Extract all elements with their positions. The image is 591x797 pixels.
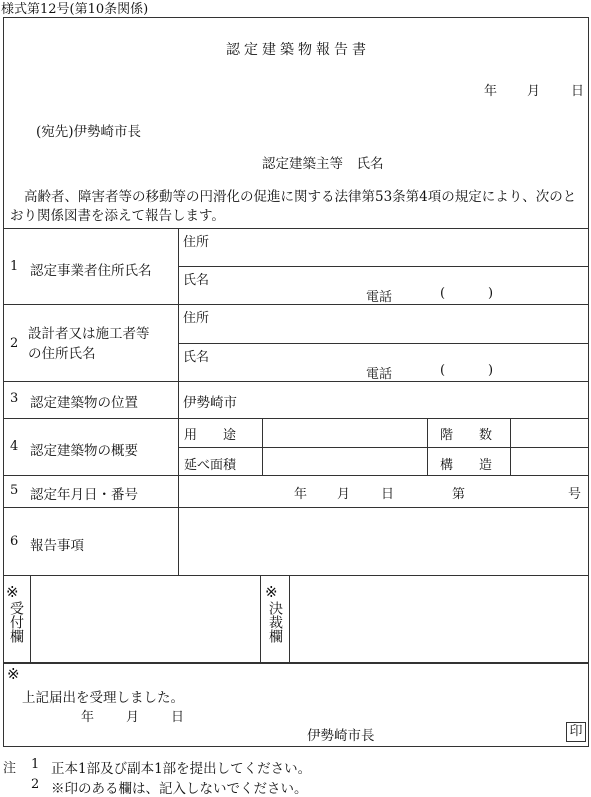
form-title: 認定建築物報告書 xyxy=(226,42,370,58)
row4-floors-label: 階 数 xyxy=(440,428,493,443)
decision-mark: ※ xyxy=(265,583,278,601)
row2-label-line2: の住所氏名 xyxy=(28,346,96,362)
row2-phone-label: 電話 xyxy=(366,367,393,382)
office-use-section xyxy=(3,576,589,663)
note1-text: 正本1部及び副本1部を提出してください。 xyxy=(51,761,312,777)
row1-name-label: 氏名 xyxy=(183,273,210,288)
row1-number: 1 xyxy=(10,259,19,274)
row1-phone-label: 電話 xyxy=(366,290,393,305)
date-day: 日 xyxy=(571,84,585,99)
acceptance-month: 月 xyxy=(126,710,140,725)
form-number: 様式第12号(第10条関係) xyxy=(1,2,149,17)
reception-mark: ※ xyxy=(6,583,19,601)
row5-month-label: 月 xyxy=(337,487,351,502)
row2-address-label: 住所 xyxy=(183,311,210,326)
note1-number: 1 xyxy=(31,757,40,772)
reporter-name-label: 認定建築主等 氏名 xyxy=(262,156,384,172)
row2-number: 2 xyxy=(10,336,19,351)
acceptance-mayor: 伊勢崎市長 xyxy=(307,728,375,744)
row5-label: 認定年月日・番号 xyxy=(30,487,138,503)
row2-label-line1: 設計者又は施工者等 xyxy=(28,326,150,342)
row6-label: 報告事項 xyxy=(30,538,84,554)
row3-location-value: 伊勢崎市 xyxy=(183,395,237,411)
row4-use-label: 用 途 xyxy=(184,428,237,443)
date-year: 年 xyxy=(484,84,498,99)
row5-year-label: 年 xyxy=(294,487,308,502)
row1-label: 認定事業者住所氏名 xyxy=(30,263,152,279)
intro-text: 高齢者、障害者等の移動等の円滑化の促進に関する法律第53条第4項の規定により、次のとおり関係図書を添えて報告します。 xyxy=(10,189,577,224)
row2-name-label: 氏名 xyxy=(183,350,210,365)
row4-label: 認定建築物の概要 xyxy=(30,443,138,459)
row5-day-label: 日 xyxy=(381,487,395,502)
row1-phone-paren-close: ) xyxy=(488,286,494,301)
row4-number: 4 xyxy=(10,439,19,454)
decision-label: 決裁欄 xyxy=(267,601,283,643)
reception-label: 受付欄 xyxy=(8,601,24,643)
row1-phone-paren-open: ( xyxy=(440,286,446,301)
row1-address-label: 住所 xyxy=(183,235,210,250)
acceptance-mark: ※ xyxy=(7,665,20,683)
note2-text: ※印のある欄は、記入しないでください。 xyxy=(51,781,308,797)
row4-floor-area-label: 延べ面積 xyxy=(184,458,237,473)
row4-structure-label: 構 造 xyxy=(440,458,493,473)
row2-phone-paren-open: ( xyxy=(440,363,446,378)
row3-number: 3 xyxy=(10,391,19,406)
addressee: (宛先)伊勢崎市長 xyxy=(36,124,142,140)
date-month: 月 xyxy=(527,84,541,99)
row5-go-label: 号 xyxy=(568,487,582,502)
row5-dai-label: 第 xyxy=(452,487,466,502)
acceptance-day: 日 xyxy=(171,710,185,725)
row3-label: 認定建築物の位置 xyxy=(30,395,138,411)
row2-phone-paren-close: ) xyxy=(488,363,494,378)
note2-number: 2 xyxy=(31,777,40,792)
acceptance-text: 上記届出を受理しました。 xyxy=(22,690,184,706)
row5-number: 5 xyxy=(10,483,19,498)
official-seal-mark: 印 xyxy=(566,722,586,742)
row6-number: 6 xyxy=(10,534,19,549)
acceptance-year: 年 xyxy=(81,710,95,725)
notes-prefix: 注 xyxy=(3,761,17,776)
